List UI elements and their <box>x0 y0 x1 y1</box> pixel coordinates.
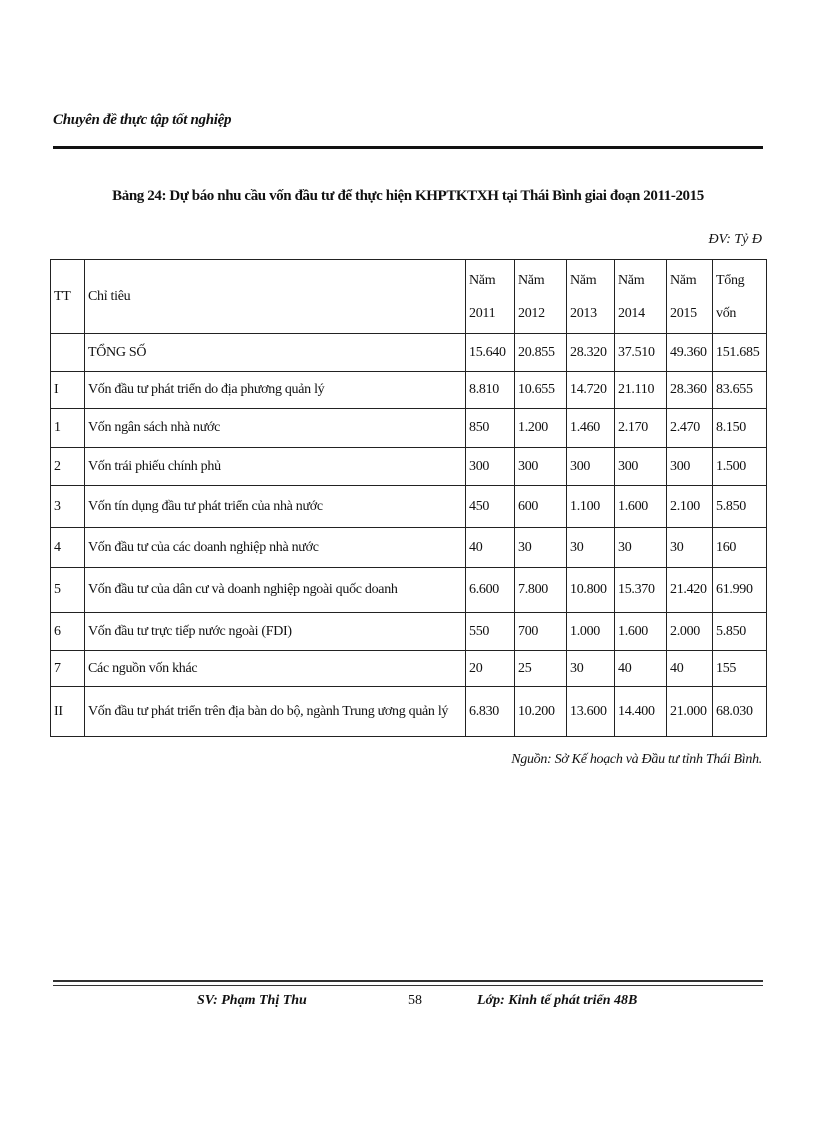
column-header <box>466 260 515 334</box>
value-cell: 151.685 <box>713 334 767 372</box>
value-cell: 30 <box>515 528 567 568</box>
column-header-line: Năm <box>570 272 597 288</box>
value-cell: 300 <box>567 448 615 486</box>
footer-class-name: Lớp: Kinh tế phát triển 48B <box>477 993 638 1008</box>
value-cell: 28.320 <box>567 334 615 372</box>
column-header <box>51 260 85 334</box>
column-header <box>515 260 567 334</box>
value-cell: 20.855 <box>515 334 567 372</box>
value-cell: 21.420 <box>667 568 713 613</box>
table-caption: Bảng 24: Dự báo nhu cầu vốn đầu tư để thực hiện KHPTKTXH tại Thái Bình giai đoạn 2011-2015 <box>112 188 704 204</box>
column-header-line: 2014 <box>618 305 645 321</box>
value-cell: 700 <box>515 613 567 651</box>
table-row <box>51 568 767 613</box>
column-header-line: vốn <box>716 305 737 321</box>
indicator-cell: TỔNG SỐ <box>85 334 466 372</box>
value-cell: 850 <box>466 409 515 448</box>
indicator-cell: Vốn đầu tư trực tiếp nước ngoài (FDI) <box>85 613 466 651</box>
row-index-cell: 7 <box>51 651 85 687</box>
row-index-cell: 5 <box>51 568 85 613</box>
column-header <box>567 260 615 334</box>
value-cell: 7.800 <box>515 568 567 613</box>
table-row <box>51 528 767 568</box>
row-index-cell: 6 <box>51 613 85 651</box>
column-header-line: 2015 <box>670 305 697 321</box>
value-cell: 155 <box>713 651 767 687</box>
row-index-cell: 1 <box>51 409 85 448</box>
document-header-title: Chuyên đề thực tập tốt nghiệp <box>53 112 232 128</box>
value-cell: 8.150 <box>713 409 767 448</box>
value-cell: 25 <box>515 651 567 687</box>
row-index-cell <box>51 334 85 372</box>
indicator-cell: Vốn tín dụng đầu tư phát triển của nhà nước <box>85 486 466 528</box>
value-cell: 21.110 <box>615 372 667 409</box>
column-header-line: TT <box>54 289 71 304</box>
value-cell: 13.600 <box>567 687 615 737</box>
value-cell: 6.830 <box>466 687 515 737</box>
investment-forecast-table <box>50 259 767 737</box>
indicator-cell: Vốn đầu tư của dân cư và doanh nghiệp ngoài quốc doanh <box>85 568 466 613</box>
row-index-cell: 3 <box>51 486 85 528</box>
table-row <box>51 651 767 687</box>
page-number: 58 <box>408 993 422 1008</box>
value-cell: 20 <box>466 651 515 687</box>
value-cell: 450 <box>466 486 515 528</box>
value-cell: 6.600 <box>466 568 515 613</box>
value-cell: 40 <box>466 528 515 568</box>
value-cell: 40 <box>667 651 713 687</box>
value-cell: 300 <box>615 448 667 486</box>
indicator-cell: Vốn đầu tư phát triển do địa phương quản lý <box>85 372 466 409</box>
value-cell: 2.000 <box>667 613 713 651</box>
value-cell: 300 <box>466 448 515 486</box>
source-note: Nguồn: Sở Kế hoạch và Đầu tư tỉnh Thái Bình. <box>511 752 762 767</box>
column-header <box>713 260 767 334</box>
value-cell: 40 <box>615 651 667 687</box>
column-header <box>615 260 667 334</box>
value-cell: 1.460 <box>567 409 615 448</box>
value-cell: 21.000 <box>667 687 713 737</box>
value-cell: 8.810 <box>466 372 515 409</box>
unit-label: ĐV: Tỷ Đ <box>708 232 762 247</box>
value-cell: 61.990 <box>713 568 767 613</box>
value-cell: 10.655 <box>515 372 567 409</box>
value-cell: 2.100 <box>667 486 713 528</box>
table-row <box>51 613 767 651</box>
column-header-line: Chỉ tiêu <box>88 289 131 304</box>
value-cell: 10.200 <box>515 687 567 737</box>
column-header-line: 2011 <box>469 305 496 321</box>
value-cell: 30 <box>567 528 615 568</box>
value-cell: 68.030 <box>713 687 767 737</box>
column-header-line: Năm <box>469 272 496 288</box>
table-body <box>51 334 767 737</box>
indicator-cell: Vốn đầu tư của các doanh nghiệp nhà nước <box>85 528 466 568</box>
value-cell: 30 <box>615 528 667 568</box>
row-index-cell: 2 <box>51 448 85 486</box>
value-cell: 49.360 <box>667 334 713 372</box>
value-cell: 300 <box>667 448 713 486</box>
value-cell: 30 <box>667 528 713 568</box>
footer-divider-thin <box>53 985 763 986</box>
value-cell: 15.370 <box>615 568 667 613</box>
table-header-row <box>51 260 767 334</box>
table-row <box>51 372 767 409</box>
value-cell: 83.655 <box>713 372 767 409</box>
table-row <box>51 448 767 486</box>
value-cell: 1.600 <box>615 486 667 528</box>
column-header-line: Năm <box>670 272 697 288</box>
table-row <box>51 687 767 737</box>
table-row <box>51 334 767 372</box>
footer-divider <box>53 980 763 982</box>
indicator-cell: Vốn ngân sách nhà nước <box>85 409 466 448</box>
value-cell: 1.000 <box>567 613 615 651</box>
footer-student-name: SV: Phạm Thị Thu <box>197 993 307 1008</box>
row-index-cell: I <box>51 372 85 409</box>
column-header-line: Tổng <box>716 272 745 288</box>
value-cell: 5.850 <box>713 613 767 651</box>
value-cell: 2.470 <box>667 409 713 448</box>
value-cell: 1.100 <box>567 486 615 528</box>
table-row <box>51 486 767 528</box>
value-cell: 160 <box>713 528 767 568</box>
value-cell: 28.360 <box>667 372 713 409</box>
row-index-cell: II <box>51 687 85 737</box>
value-cell: 1.600 <box>615 613 667 651</box>
table-row <box>51 409 767 448</box>
value-cell: 5.850 <box>713 486 767 528</box>
indicator-cell: Vốn trái phiếu chính phủ <box>85 448 466 486</box>
indicator-cell: Vốn đầu tư phát triển trên địa bàn do bộ, ngành Trung ương quản lý <box>85 687 466 737</box>
value-cell: 1.200 <box>515 409 567 448</box>
value-cell: 1.500 <box>713 448 767 486</box>
value-cell: 300 <box>515 448 567 486</box>
value-cell: 15.640 <box>466 334 515 372</box>
value-cell: 10.800 <box>567 568 615 613</box>
value-cell: 37.510 <box>615 334 667 372</box>
indicator-cell: Các nguồn vốn khác <box>85 651 466 687</box>
header-divider <box>53 146 763 149</box>
value-cell: 550 <box>466 613 515 651</box>
column-header-line: Năm <box>518 272 545 288</box>
value-cell: 30 <box>567 651 615 687</box>
value-cell: 600 <box>515 486 567 528</box>
column-header-line: Năm <box>618 272 645 288</box>
column-header <box>85 260 466 334</box>
value-cell: 2.170 <box>615 409 667 448</box>
value-cell: 14.720 <box>567 372 615 409</box>
column-header-line: 2012 <box>518 305 545 321</box>
column-header <box>667 260 713 334</box>
row-index-cell: 4 <box>51 528 85 568</box>
column-header-line: 2013 <box>570 305 597 321</box>
value-cell: 14.400 <box>615 687 667 737</box>
